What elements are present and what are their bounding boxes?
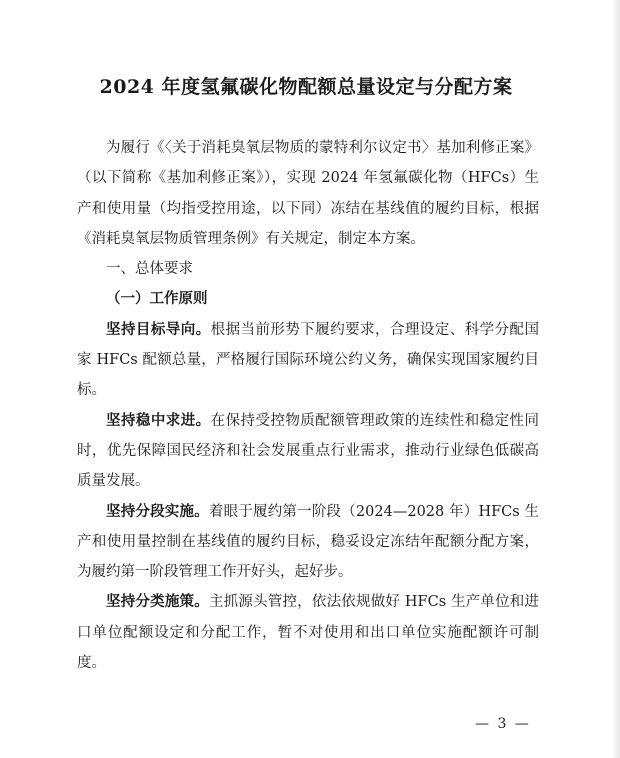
- principle-paragraph: [77, 497, 539, 588]
- principle-text: 着眼于履约第一阶段（2024—2028 年）HFCs 生产和使用量控制在基线值的履约目标，稳妥设定冻结年配额分配方案，为履约第一阶段管理工作开好头，起好步。: [77, 503, 540, 581]
- intro-paragraph: 为履行《〈关于消耗臭氧层物质的蒙特利尔议定书〉基加利修正案》（以下简称《基加利修正案》），实现 2024 年氢氟碳化物（HFCs）生产和使用量（均指受控用途，以下同）冻结在基线值的履约目标，根据《消耗臭氧层物质管理条例》有关规定，制定本方案。: [77, 140, 539, 247]
- principle-paragraph: [77, 406, 539, 497]
- subsection-heading: （一）工作原则: [106, 290, 208, 308]
- section-heading: 一、总体要求: [106, 261, 193, 278]
- document-body: [77, 133, 539, 678]
- principle-text: 在保持受控物质配额管理政策的连续性和稳定性同时，优先保障国民经济和社会发展重点行业需求，推动行业绿色低碳高质量发展。: [77, 412, 539, 490]
- principle-paragraph: [77, 587, 539, 678]
- principle-lead: 坚持分段实施。: [106, 502, 209, 520]
- page-number: — 3 —: [475, 716, 531, 732]
- principle-lead: 坚持目标导向。: [106, 320, 211, 338]
- principle-paragraph: [77, 315, 539, 406]
- principle-text: 根据当前形势下履约要求，合理设定、科学分配国家 HFCs 配额总量，严格履行国际环境公约义务，确保实现国家履约目标。: [77, 321, 539, 399]
- document-title: 2024 年度氢氟碳化物配额总量设定与分配方案: [99, 76, 513, 98]
- principle-lead: 坚持分类施策。: [106, 593, 209, 611]
- principle-lead: 坚持稳中求进。: [106, 411, 211, 429]
- page-edge-shadow: [612, 0, 620, 758]
- principle-text: 主抓源头管控，依法依规做好 HFCs 生产单位和进口单位配额设定和分配工作，暂不对使用和出口单位实施配额许可制度。: [77, 594, 539, 672]
